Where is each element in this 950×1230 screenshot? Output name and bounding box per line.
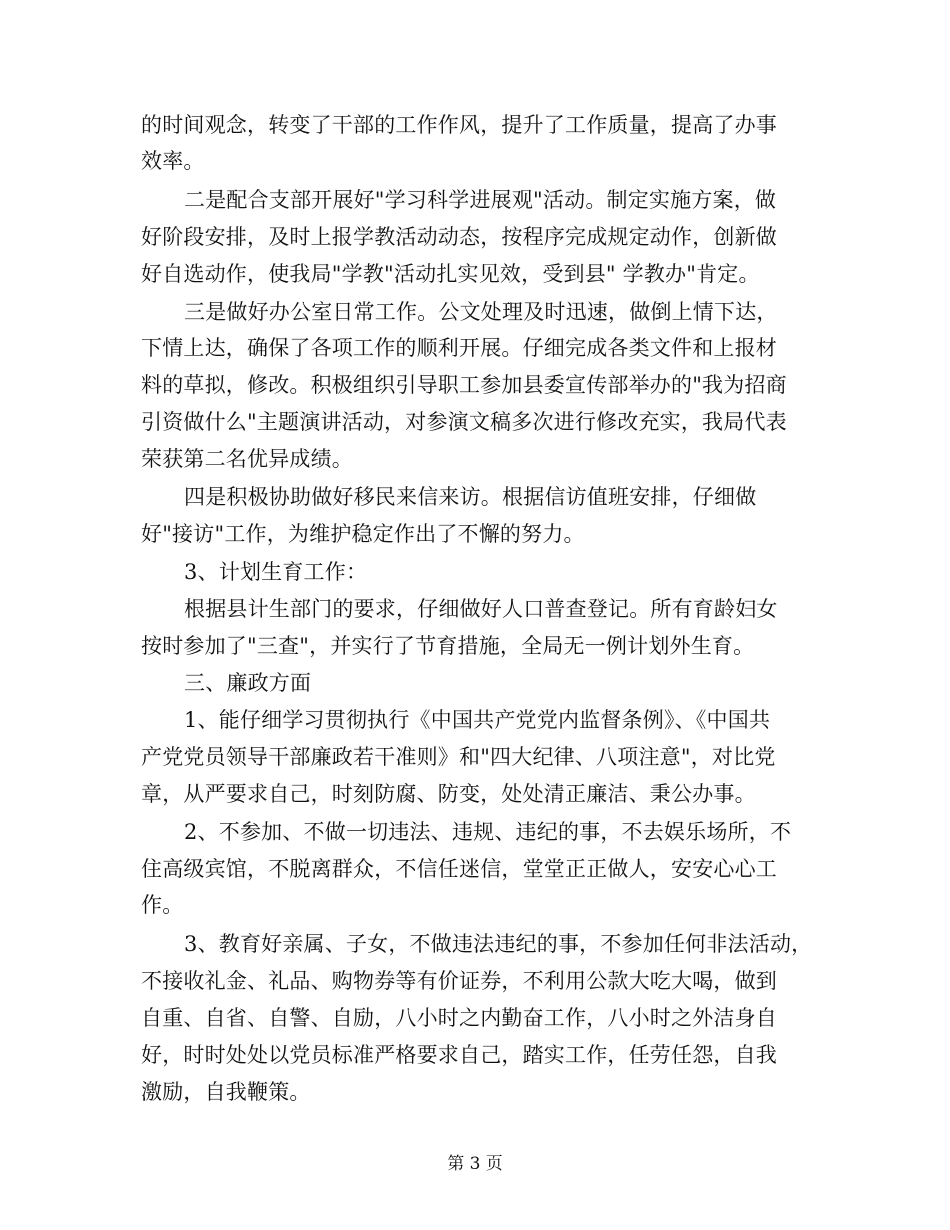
text-line: 自重、自省、自警、自励，八小时之内勤奋工作，八小时之外洁身自: [141, 1006, 777, 1030]
text-line: 根据县计生部门的要求，仔细做好人口普查登记。所有育龄妇女: [184, 597, 778, 621]
text-line: 好阶段安排，及时上报学教活动动态，按程序完成规定动作，创新做: [141, 225, 777, 249]
text-line: 产党党员领导干部廉政若干准则》和"四大纪律、八项注意"，对比党: [141, 745, 776, 769]
text-line: 章，从严要求自己，时刻防腐、防变，处处清正廉洁、秉公办事。: [141, 782, 756, 806]
text-line: 3、教育好亲属、子女，不做违法违纪的事，不参加任何非法活动，: [184, 932, 813, 956]
text-line: 作。: [141, 893, 184, 917]
text-line: 三是做好办公室日常工作。公文处理及时迅速，做倒上情下达，: [184, 300, 778, 324]
page-number: 第 3 页: [447, 1154, 503, 1174]
text-line: 不接收礼金、礼品、购物券等有价证券，不利用公款大吃大喝，做到: [141, 969, 777, 993]
text-line: 的时间观念，转变了干部的工作作风，提升了工作质量，提高了办事: [141, 113, 777, 137]
text-line: 下情上达，确保了各项工作的顺利开展。仔细完成各类文件和上报材: [141, 336, 777, 360]
text-line: 料的草拟，修改。积极组织引导职工参加县委宣传部举办的"我为招商: [141, 373, 787, 397]
text-line: 激励，自我鞭策。: [141, 1080, 311, 1104]
text-line: 荣获第二名优异成绩。: [141, 447, 353, 471]
text-line: 二是配合支部开展好"学习科学进展观"活动。制定实施方案，做: [184, 188, 777, 212]
text-line: 2、不参加、不做一切违法、违规、违纪的事，不去娱乐场所，不: [184, 820, 792, 844]
text-line: 四是积极协助做好移民来信来访。根据信访值班安排，仔细做: [184, 485, 757, 509]
text-line: 按时参加了"三查"，并实行了节育措施，全局无一例计划外生育。: [141, 634, 755, 658]
text-line: 1、能仔细学习贯彻执行《中国共产党党内监督条例》、《中国共: [184, 708, 771, 732]
text-line: 引资做什么"主题演讲活动，对参演文稿多次进行修改充实，我局代表: [141, 410, 787, 434]
section-heading: 3、计划生育工作：: [184, 560, 368, 584]
text-line: 住高级宾馆，不脱离群众，不信任迷信，堂堂正正做人，安安心心工: [141, 857, 777, 881]
text-line: 好，时时处处以党员标准严格要求自己，踏实工作，任劳任怨，自我: [141, 1043, 777, 1067]
section-heading: 三、廉政方面: [184, 671, 312, 695]
text-line: 效率。: [141, 149, 205, 173]
text-line: 好"接访"工作，为维护稳定作出了不懈的努力。: [141, 522, 585, 546]
text-line: 好自选动作，使我局"学教"活动扎实见效，受到县" 学教办"肯定。: [141, 262, 760, 286]
